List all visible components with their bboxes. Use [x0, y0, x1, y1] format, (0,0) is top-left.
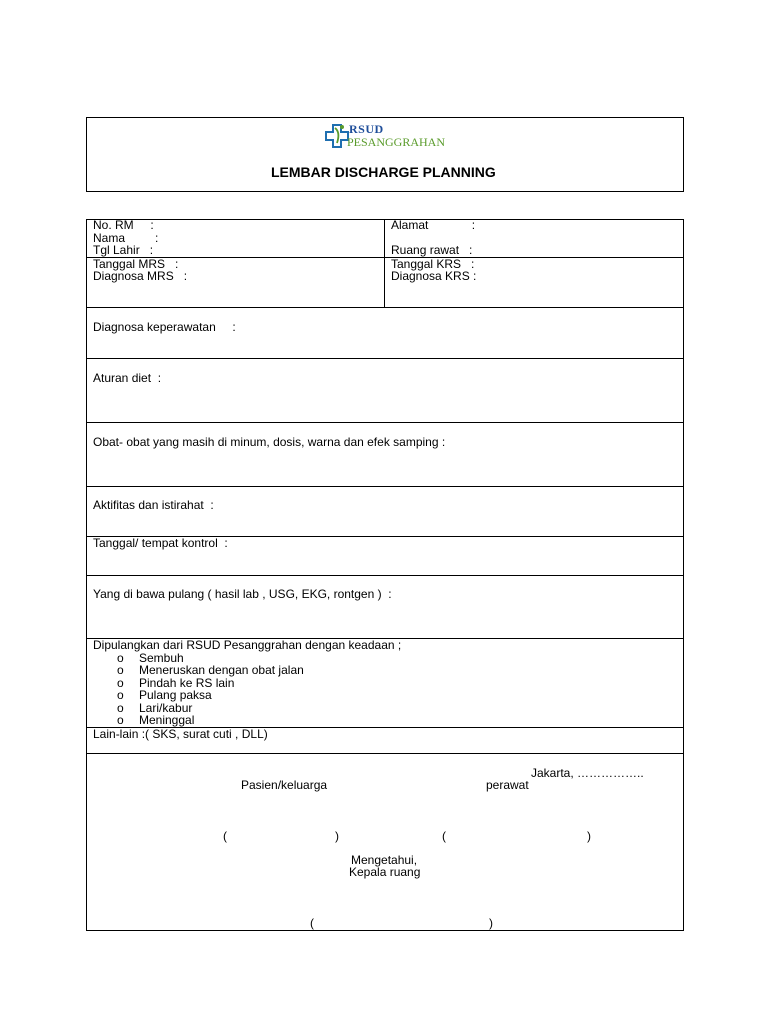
label-pasien-keluarga: Pasien/keluarga	[241, 778, 328, 792]
medical-cross-icon	[325, 123, 349, 149]
discharge-option: Pindah ke RS lain	[139, 676, 235, 690]
signature-paren-open: (	[223, 829, 227, 843]
field-aktifitas: Aktifitas dan istirahat :	[93, 498, 214, 512]
bullet: o	[117, 713, 124, 727]
logo-text-rsud: RSUD	[349, 122, 384, 136]
field-kontrol: Tanggal/ tempat kontrol :	[93, 536, 228, 550]
hospital-logo	[325, 121, 450, 151]
field-diagnosa-keperawatan: Diagnosa keperawatan :	[93, 320, 236, 334]
label-perawat: perawat	[486, 778, 529, 792]
logo-text-pesanggrahan: PESANGGRAHAN	[347, 135, 446, 149]
discharge-option: Lari/kabur	[139, 701, 193, 715]
signature-paren-open: (	[442, 829, 446, 843]
row-line	[86, 307, 684, 308]
row-line	[86, 422, 684, 423]
discharge-option: Meninggal	[139, 713, 195, 727]
bullet: o	[117, 676, 124, 690]
field-tanggal-mrs: Tanggal MRS :	[93, 257, 179, 271]
field-aturan-diet: Aturan diet :	[93, 371, 162, 385]
row-line	[86, 358, 684, 359]
place-date: Jakarta, ……………..	[531, 766, 644, 780]
row-line	[86, 575, 684, 576]
page-title: LEMBAR DISCHARGE PLANNING	[271, 164, 496, 180]
field-obat: Obat- obat yang masih di minum, dosis, warna dan efek samping :	[93, 435, 446, 449]
field-diagnosa-krs: Diagnosa KRS :	[391, 269, 477, 283]
field-tanggal-krs: Tanggal KRS :	[391, 257, 475, 271]
bullet: o	[117, 701, 124, 715]
field-no-rm: No. RM :	[93, 218, 154, 232]
label-kepala-ruang: Kepala ruang	[349, 865, 421, 879]
field-dipulangkan: Dipulangkan dari RSUD Pesanggrahan dengan keadaan ;	[93, 638, 402, 652]
bullet: o	[117, 663, 124, 677]
signature-paren-open: (	[310, 916, 314, 930]
discharge-option: Sembuh	[139, 651, 184, 665]
field-dibawa-pulang: Yang di bawa pulang ( hasil lab , USG, EKG, rontgen ) :	[93, 587, 392, 601]
bullet: o	[117, 651, 124, 665]
bullet: o	[117, 688, 124, 702]
patient-info-divider	[384, 219, 385, 308]
signature-paren-close: )	[335, 829, 339, 843]
discharge-option: Pulang paksa	[139, 688, 212, 702]
row-line	[86, 753, 684, 754]
field-ruang-rawat: Ruang rawat :	[391, 243, 473, 257]
field-tgl-lahir: Tgl Lahir :	[93, 243, 154, 257]
field-nama: Nama :	[93, 231, 159, 245]
label-mengetahui: Mengetahui,	[351, 853, 418, 867]
field-diagnosa-mrs: Diagnosa MRS :	[93, 269, 188, 283]
discharge-option: Meneruskan dengan obat jalan	[139, 663, 304, 677]
field-alamat: Alamat :	[391, 218, 476, 232]
field-lain-lain: Lain-lain :( SKS, surat cuti , DLL)	[93, 727, 268, 741]
signature-paren-close: )	[587, 829, 591, 843]
row-line	[86, 486, 684, 487]
signature-paren-close: )	[489, 916, 493, 930]
